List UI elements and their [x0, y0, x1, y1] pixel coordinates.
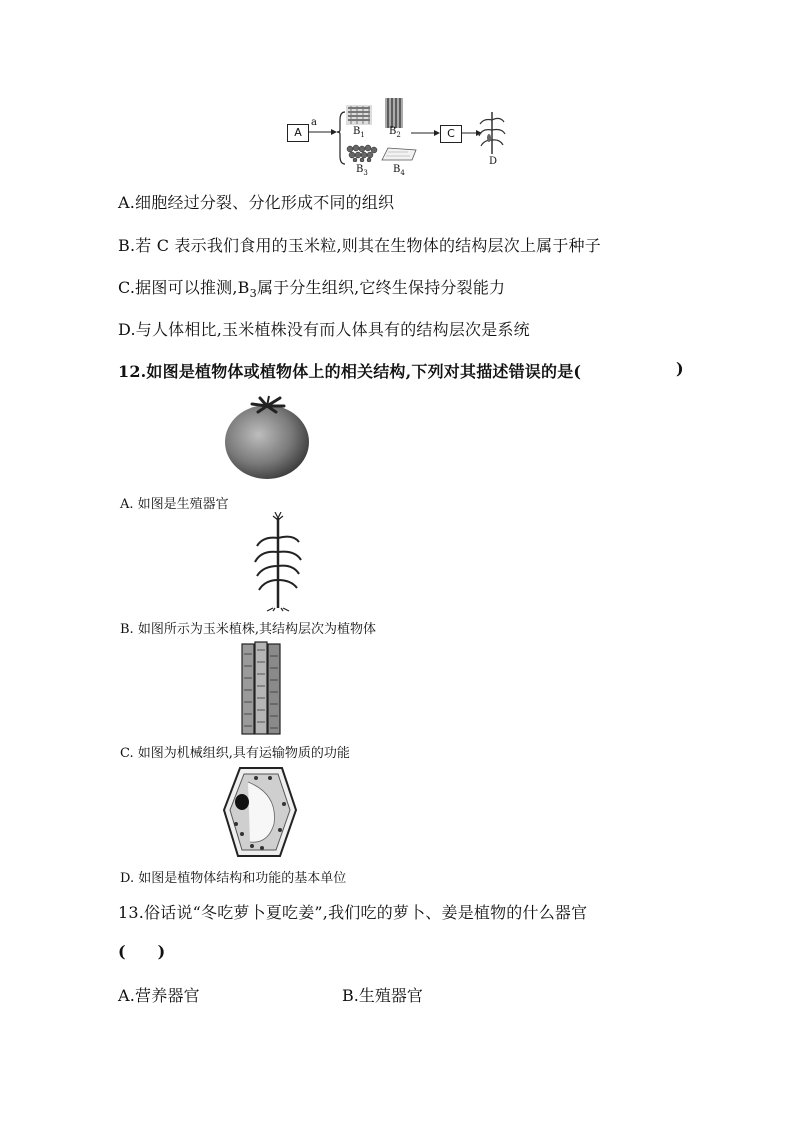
q13-paren-open: (	[118, 942, 126, 961]
corn-plant-image	[253, 512, 303, 612]
q11-option-c-post: 属于分生组织,它终生保持分裂能力	[256, 278, 506, 297]
q11-option-c	[118, 275, 505, 300]
corn-plant-d-icon	[478, 108, 506, 156]
box-a: A	[287, 124, 309, 142]
q13-answer-paren	[118, 942, 165, 961]
b3-tissue-image	[346, 144, 378, 162]
q12-close-paren: )	[676, 359, 684, 378]
q12-option-d: D. 如图是植物体结构和功能的基本单位	[120, 871, 347, 886]
tomato-image	[222, 392, 312, 482]
vessel-tissue-image	[240, 640, 282, 736]
q11-option-c-sub: 3	[249, 287, 257, 301]
q13-option-a: A.营养器官	[118, 986, 200, 1005]
label-d: D	[489, 156, 498, 167]
q12-option-a: A. 如图是生殖器官	[120, 497, 229, 512]
b1-tissue-image	[346, 105, 372, 125]
b3-label: $B_3$	[356, 164, 368, 177]
b1-label: $B_1$	[353, 126, 365, 139]
plant-cell-image	[222, 764, 298, 860]
box-c: C	[440, 125, 462, 143]
q11-option-a: A.细胞经过分裂、分化形成不同的组织	[118, 193, 395, 212]
arrow-a-label: a	[311, 117, 317, 128]
q11-option-b: B.若 C 表示我们食用的玉米粒,则其在生物体的结构层次上属于种子	[118, 236, 601, 255]
q13-stem: 13.俗话说“冬吃萝卜夏吃姜”,我们吃的萝卜、姜是植物的什么器官	[118, 903, 588, 922]
b4-tissue-image	[380, 146, 418, 162]
b4-label: $B_4$	[393, 164, 405, 177]
q11-option-d: D.与人体相比,玉米植株没有而人体具有的结构层次是系统	[118, 320, 530, 339]
q13-paren-close: )	[157, 942, 166, 961]
q13-option-b: B.生殖器官	[342, 986, 423, 1005]
q12-stem: 12.如图是植物体或植物体上的相关结构,下列对其描述错误的是(	[118, 362, 582, 381]
arrow-to-c	[410, 128, 440, 138]
b2-label: $B_2$	[389, 126, 401, 139]
q12-option-b: B. 如图所示为玉米植株,其结构层次为植物体	[120, 622, 376, 637]
q12-option-c: C. 如图为机械组织,具有运输物质的功能	[120, 746, 350, 761]
b2-tissue-image	[385, 98, 403, 128]
q11-option-c-pre: C.据图可以推测,B	[118, 278, 250, 297]
